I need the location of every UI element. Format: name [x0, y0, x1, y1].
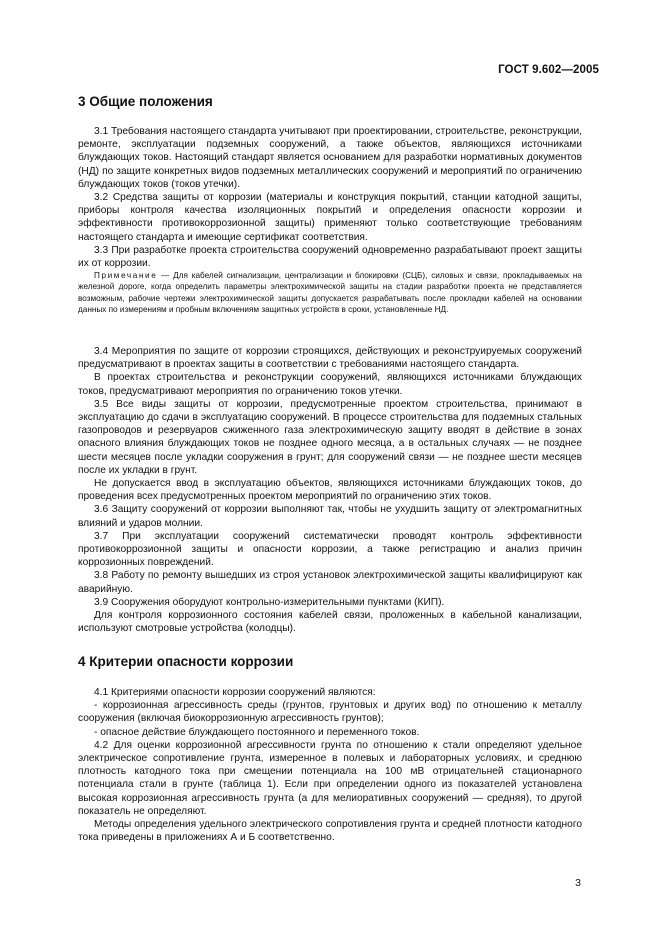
paragraph-3-4b: В проектах строительства и реконструкции сооружений, являющихся источниками блуждающих токов, предусматривают мероприятия по ограничению токов утечки.: [78, 372, 582, 397]
paragraph-3-3: 3.3 При разработке проекта строительства сооружений одновременно разрабатывают проект защиты их от коррозии.: [78, 244, 582, 270]
paragraph-3-9: 3.9 Сооружения оборудуют контрольно-измерительными пунктами (КИП).: [94, 596, 445, 608]
note-paragraph: [78, 270, 582, 316]
list-item-aggressiveness: - коррозионная агрессивность среды (грунтов, грунтовых и других вод) по отношению к металлу сооружения (включая биокоррозионную агрессивность грунтов);: [78, 700, 582, 725]
paragraph-4-2b: Методы определения удельного электрического сопротивления грунта и средней плотности катодного тока приведены в приложениях А и Б соответственно.: [78, 819, 582, 844]
paragraph-3-1: 3.1 Требования настоящего стандарта учитывают при проектировании, строительстве, реконструкции, ремонте, эксплуатации подземных сооружений, а также объектов, являющихся источниками блуждающих токов. Настоящий стандарт является основанием для разработки нормативных документов (НД) по защите конкретных видов подземных металлических сооружений и мероприятий по ограничению блуждающих токов (токов утечки).: [78, 126, 582, 190]
section-4-body: [78, 686, 582, 844]
section-3-body-b: [78, 345, 582, 635]
paragraph-3-2: 3.2 Средства защиты от коррозии (материалы и конструкция покрытий, станции катодной защиты, приборы контроля качества изоляционных покрытий и определения опасности коррозии и эффективности противокоррозионной защиты) применяют только соответствующие требованиям настоящего стандарта и имеющие сертификат соответствия.: [78, 192, 582, 243]
paragraph-3-4: 3.4 Мероприятия по защите от коррозии строящихся, действующих и реконструируемых сооружений предусматривают в проектах защиты в соответствии с требованиями настоящего стандарта.: [78, 346, 582, 371]
list-item-stray-currents: - опасное действие блуждающего постоянного и переменного токов.: [94, 726, 420, 738]
page-number: 3: [575, 877, 581, 889]
section-4-heading: 4 Критерии опасности коррозии: [78, 654, 294, 669]
paragraph-3-5: 3.5 Все виды защиты от коррозии, предусмотренные проектом строительства, принимают в эксплуатацию до сдачи в эксплуатацию сооружений. В процессе строительства для подземных стальных газопроводов и резервуаров сжиженного газа электрохимическую защиту вводят в действие в зонах опасного влияния блуждающих токов не позднее одного месяца, а в остальных случаях — не позднее шести месяцев после укладки сооружения в грунт; для сооружений связи — не позднее шести месяцев после их укладки в грунт.: [78, 398, 582, 476]
section-3-heading: 3 Общие положения: [78, 94, 213, 109]
paragraph-3-8: 3.8 Работу по ремонту вышедших из строя установок электрохимической защиты квалифицируют как аварийную.: [78, 570, 582, 595]
note-text: — Для кабелей сигнализации, централизации и блокировки (СЦБ), силовых и связи, прокладываемых на железной дороге, когда определить параметры электрохимической защиты на стадии разработки проекта не представляется возможным, рабочие чертежи электрохимической защиты допускается разрабатывать после прокладки кабелей на основании данных по измерениям и пробным включениям защитных устройств в сроки, установленные НД.: [78, 271, 582, 315]
section-3-body-a: [78, 125, 582, 270]
paragraph-3-9b: Для контроля коррозионного состояния кабелей связи, проложенных в кабельной канализации, используют смотровые устройства (колодцы).: [78, 610, 582, 635]
paragraph-3-5b: Не допускается ввод в эксплуатацию объектов, являющихся источниками блуждающих токов, до проведения всех предусмотренных проектом мероприятий по ограничению этих токов.: [78, 478, 582, 503]
document-code: ГОСТ 9.602—2005: [498, 64, 599, 76]
note-block: [78, 270, 582, 316]
paragraph-3-7: 3.7 При эксплуатации сооружений систематически проводят контроль эффективности противокоррозионной защиты и опасности коррозии, а также регистрацию и анализ причин коррозионных повреждений.: [78, 530, 582, 569]
note-label: Примечание: [94, 271, 158, 280]
paragraph-4-2: 4.2 Для оценки коррозионной агрессивности грунта по отношению к стали определяют удельное электрическое сопротивление грунта, измеренное в полевых и лабораторных условиях, и среднюю плотность катодного тока при смещении потенциала на 100 мВ отрицательней стационарного потенциала стали в грунте (таблица 1). Если при определении одного из показателей установлена высокая коррозионная агрессивность грунта (а для мелиоративных сооружений — средняя), то другой показатель не определяют.: [78, 739, 582, 817]
paragraph-3-6: 3.6 Защиту сооружений от коррозии выполняют так, чтобы не ухудшить защиту от электромагнитных влияний и ударов молнии.: [78, 504, 582, 529]
paragraph-4-1: 4.1 Критериями опасности коррозии сооружений являются:: [94, 687, 376, 698]
